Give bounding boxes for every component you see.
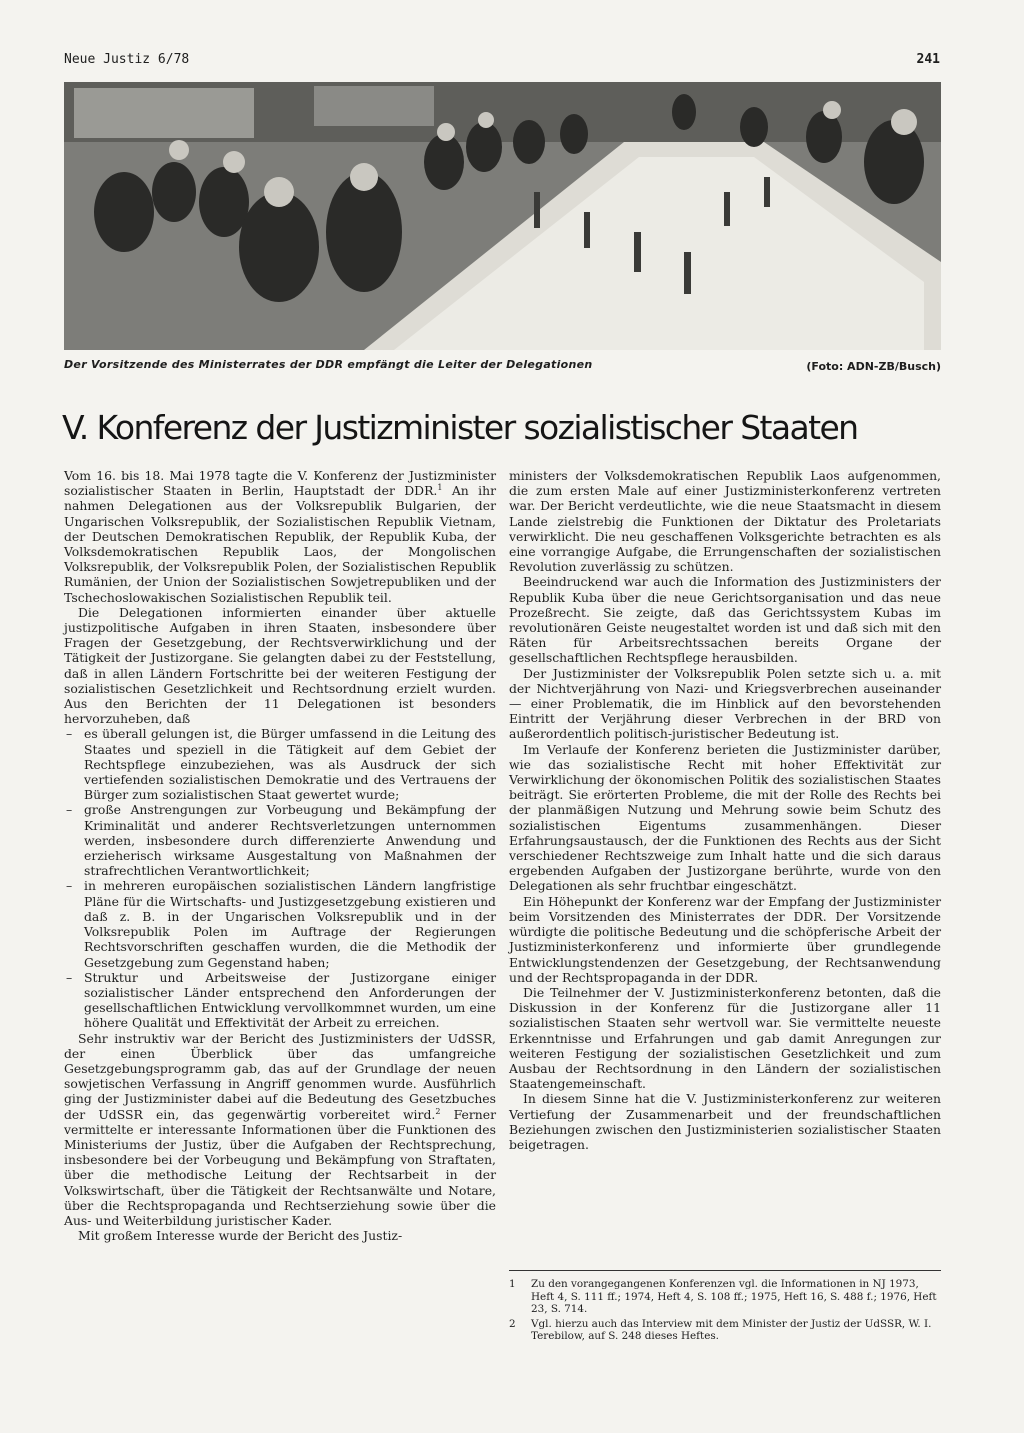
photo-caption [64, 358, 941, 376]
text-column-right [509, 468, 941, 1152]
footnote-divider [509, 1270, 941, 1271]
paragraph: Ein Höhepunkt der Konferenz war der Empfang der Justizminister beim Vorsitzenden des Ministerrates der DDR. Der Vorsitzende würdigte die politische Bedeutung und die schöpferische Arbeit der Justizministerkonferenz und informierte über grundlegende Entwicklungstendenzen der Gesetzgebung, der Rechtsanwendung und der Rechtspropaganda in der DDR. [509, 893, 941, 985]
caption-text: Der Vorsitzende des Ministerrates der DDR empfängt die Leiter der Delegationen [64, 358, 593, 371]
delegation-photo [64, 82, 941, 350]
findings-list [64, 726, 496, 1030]
paragraph: ministers der Volksdemokratischen Republik Laos aufgenommen, die zum ersten Male auf einer Justizministerkonferenz vertreten war. Der Bericht verdeutlichte, wie die neue Staatsmacht in diesem Lande zielstrebig die Funktionen der Diktatur des Proletariats verwirklicht. Die neu geschaffenen Volksgerichte betrachten es als eine vorrangige Aufgabe, die Errungenschaften der sozialistischen Revolution zuverlässig zu schützen. [509, 468, 941, 575]
page-number: 241 [916, 52, 940, 67]
footnotes [509, 1278, 941, 1345]
journal-issue: Neue Justiz 6/78 [64, 52, 190, 67]
paragraph: Die Teilnehmer der V. Justizministerkonferenz betonten, daß die Diskussion in der Konferenz für die Justizorgane aller 11 sozialistischen Staaten sehr wertvoll war. Sie vermittelte neueste Erkenntnisse und Erfahrungen und gab damit Anregungen zur weiteren Festigung der sozialistischen Gesetzlichkeit und zum Ausbau der Rechtsordnung in den Ländern der sozialistischen Staatengemeinschaft. [509, 984, 941, 1092]
paragraph: Vom 16. bis 18. Mai 1978 tagte die V. Konferenz der Justizminister sozialistischer Staaten in Berlin, Hauptstadt der DDR.$^1$ An ihr nahmen Delegationen aus der Volksrepublik Bulgarien, der Ungarischen Volksrepublik, der Sozialistischen Republik Vietnam, der Deutschen Demokratischen Republik, der Republik Kuba, der Volksdemokratischen Republik Laos, der Mongolischen Volksrepublik, der Volksrepublik Polen, der Sozialistischen Republik Rumänien, der Union der Sozialistischen Sowjetrepubliken und der Tschechoslowakischen Sozialistischen Republik teil. [64, 468, 496, 605]
footnote [509, 1318, 941, 1343]
paragraph: Die Delegationen informierten einander über aktuelle justizpolitische Aufgaben in ihren Staaten, insbesondere über Fragen der Gesetzgebung, der Rechtsverwirklichung und der Tätigkeit der Justizorgane. Sie gelangten dabei zu der Feststellung, daß in allen Ländern Fortschritte bei der weiteren Festigung der sozialistischen Gesetzlichkeit und Rechtsordnung erzielt wurden. Aus den Berichten der 11 Delegationen ist besonders hervorzuheben, daß [64, 604, 496, 727]
paragraph: Mit großem Interesse wurde der Bericht des Justiz- [78, 1228, 403, 1244]
photo-credit: (Foto: ADN-ZB/Busch) [806, 360, 941, 373]
paragraph: Sehr instruktiv war der Bericht des Justizministers der UdSSR, der einen Überblick über das umfangreiche Gesetzgebungsprogramm gab, das auf der Grundlage der neuen sowjetischen Verfassung in Angriff genommen wurde. Ausführlich ging der Justizminister dabei auf die Bedeutung des Gesetzbuches der UdSSR ein, das gegenwärtig vorbereitet wird.$^2$ Ferner vermittelte er interessante Informationen über die Funktionen des Ministeriums der Justiz, über die Aufgaben der Rechtsprechung, insbesondere bei der Vorbeugung und Bekämpfung von Straftaten, über die methodische Leitung der Rechtsarbeit in der Volkswirtschaft, über die Tätigkeit der Rechtsanwälte und Notare, über die Rechtspropaganda und Rechtserziehung sowie über die Aus- und Weiterbildung juristischer Kader. [64, 1030, 496, 1228]
photo-illustration [64, 82, 941, 350]
footnote-text: Zu den vorangegangenen Konferenzen vgl. die Informationen in NJ 1973, Heft 4, S. 111 ff.; 1974, Heft 4, S. 108 ff.; 1975, Heft 16, S. 488 f.; 1976, Heft 23, S. 714. [531, 1278, 937, 1315]
page-header [64, 52, 940, 74]
list-item: – Struktur und Arbeitsweise der Justizorgane einiger sozialistischer Länder entsprechend den Anforderungen der gesellschaftlichen Entwicklung vervollkommnet wurden, um eine höhere Qualität und Effektivität der Arbeit zu erreichen. [64, 970, 496, 1031]
paragraph: Im Verlaufe der Konferenz berieten die Justizminister darüber, wie das sozialistische Recht mit hoher Effektivität zur Verwirklichung der ökonomischen Politik des sozialistischen Staates beiträgt. Sie erörterten Probleme, die mit der Rolle des Rechts bei der planmäßigen Nutzung und Mehrung sowie beim Schutz des sozialistischen Eigentums zusammenhängen. Dieser Erfahrungsaustausch, der die Funktionen des Rechts aus der Sicht verschiedener Rechtszweige zum Inhalt hatte und die sich daraus ergebenden Aufgaben der Justizorgane berührte, wurde von den Delegationen als sehr fruchtbar eingeschätzt. [509, 741, 941, 894]
paragraph: Der Justizminister der Volksrepublik Polen setzte sich u. a. mit der Nichtverjährung von Nazi- und Kriegsverbrechen auseinander — einer Problematik, die im Hinblick auf den bevorstehenden Eintritt der Verjährung dieser Verbrechen in der BRD von außerordentlich politisch-juristischer Bedeutung ist. [509, 665, 941, 742]
paragraph: Beeindruckend war auch die Information des Justizministers der Republik Kuba über die neue Gerichtsorganisation und das neue Prozeßrecht. Sie zeigte, daß das Gerichtssystem Kubas im revolutionären Geiste neugestaltet worden ist und daß sich mit den Räten für Arbeitsrechtssachen bereits Organe der gesellschaftlichen Rechtspflege herausbilden. [509, 574, 941, 666]
paragraph: In diesem Sinne hat die V. Justizministerkonferenz zur weiteren Vertiefung der Zusammenarbeit und der freundschaftlichen Beziehungen zwischen den Justizministerien sozialistischer Staaten beigetragen. [509, 1091, 941, 1152]
footnote-ref: 1 [437, 483, 443, 493]
text-column-left [64, 468, 496, 1243]
footnote-number: 2 [509, 1317, 516, 1330]
list-item: – es überall gelungen ist, die Bürger umfassend in die Leitung des Staates und speziell in die Tätigkeit auf dem Gebiet der Rechtspflege einzubeziehen, was als Ausdruck der sich vertiefenden sozialistischen Demokratie und des Vertrauens der Bürger zum sozialistischen Staat gewertet wurde; [64, 726, 496, 802]
footnote-number: 1 [509, 1278, 516, 1290]
footnote-text: Vgl. hierzu auch das Interview mit dem Minister der Justiz der UdSSR, W. I. Terebilow, auf S. 248 dieses Heftes. [531, 1317, 932, 1342]
footnote [509, 1278, 941, 1316]
list-item: – in mehreren europäischen sozialistischen Ländern langfristige Pläne für die Wirtschafts- und Justizgesetzgebung existieren und daß z. B. in der Ungarischen Volksrepublik und in der Volksrepublik Polen im Auftrage der Regierungen Rechtsvorschriften geschaffen wurden, die die Methodik der Gesetzgebung zum Gegenstand haben; [64, 878, 496, 969]
footnote-ref: 2 [435, 1106, 441, 1116]
list-item: – große Anstrengungen zur Vorbeugung und Bekämpfung der Kriminalität und anderer Rechtsverletzungen unternommen werden, insbesondere durch differenzierte Anwendung und erzieherisch wirksame Ausgestaltung von Maßnahmen der strafrechtlichen Verantwortlichkeit; [64, 802, 496, 878]
article-title: V. Konferenz der Justizminister sozialistischer Staaten [62, 408, 858, 447]
